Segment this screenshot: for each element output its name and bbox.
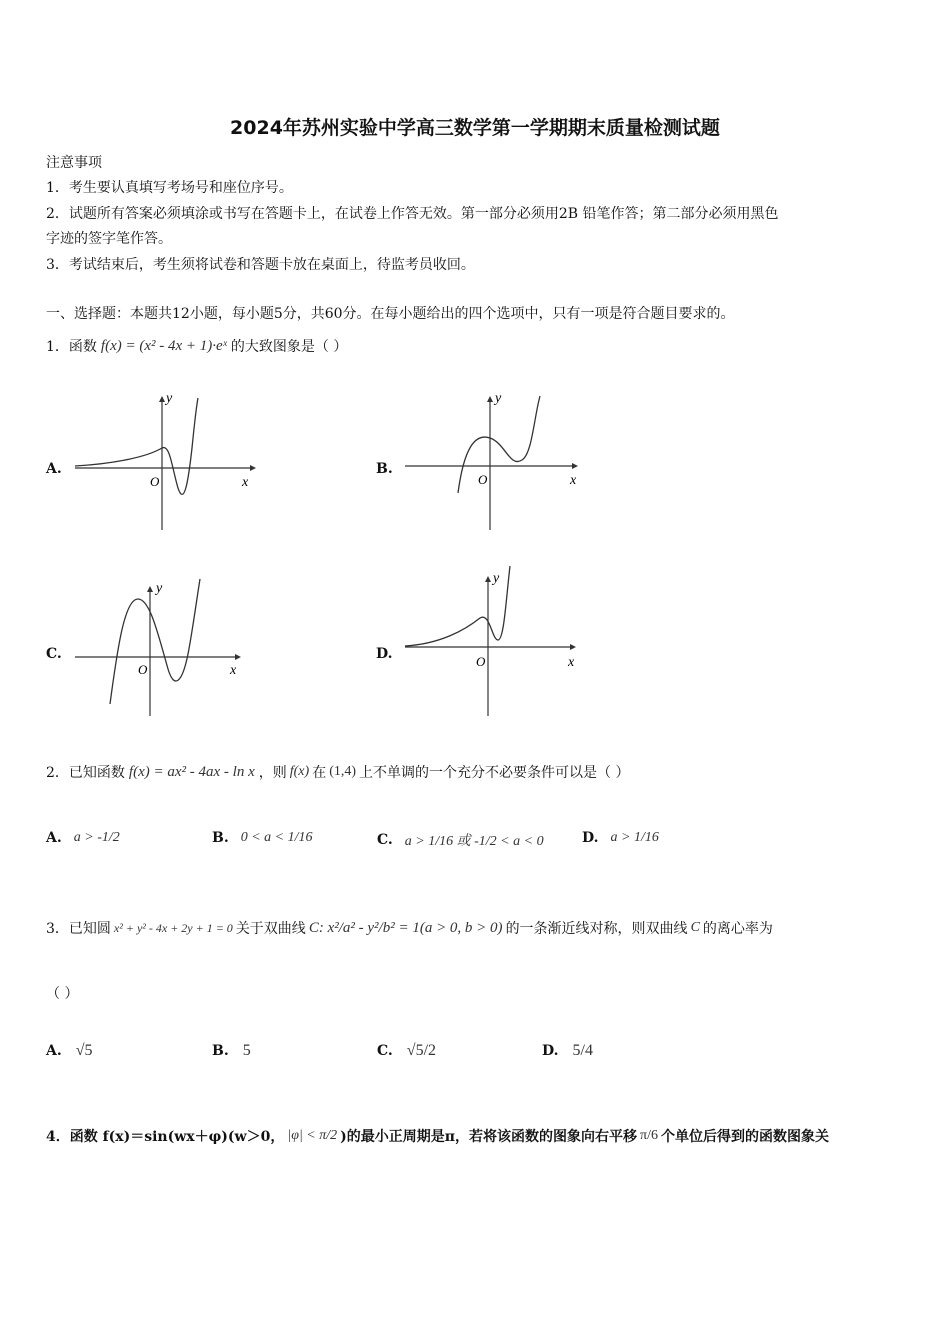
q1c-origin: O (138, 662, 148, 677)
q1-option-b-label[interactable]: B. (376, 461, 393, 477)
q4-abs-phi: |φ| < π/2 (287, 1128, 338, 1143)
q3-option-b-label: B. (212, 1043, 229, 1059)
q1c-x-label: x (230, 663, 237, 678)
q1-prefix: 1．函数 (46, 339, 97, 355)
q3-option-a[interactable] (46, 1042, 93, 1060)
q2-option-c-label: C. (377, 832, 393, 848)
q3-option-c-label: C. (377, 1043, 393, 1059)
q2-prefix: 2．已知函数 (46, 765, 125, 781)
q2-option-a-text: a > -1/2 (73, 830, 120, 845)
notice-item-3: 3．考试结束后，考生须将试卷和答题卡放在桌面上，待监考员收回。 (46, 257, 475, 273)
q3-option-b-text: 5 (242, 1042, 251, 1059)
q2-option-d-label: D. (582, 830, 599, 846)
question-4 (46, 1126, 829, 1146)
q3-option-d-text: 5/4 (572, 1042, 593, 1059)
q2-option-c-text: a > 1/16 或 -1/2 < a < 0 (404, 834, 544, 849)
q2-option-d[interactable] (582, 830, 659, 846)
q2-mid1: ，则 (258, 765, 287, 781)
q2-suffix: 上不单调的一个充分不必要条件可以是（ ） (359, 765, 630, 781)
q3-option-d-label: D. (542, 1043, 559, 1059)
q3-paren: （ ） (46, 986, 79, 1002)
q1d-origin: O (476, 654, 486, 669)
q3-option-a-text: √5 (75, 1042, 93, 1059)
q1-graph-c[interactable] (70, 574, 260, 719)
q2-option-a-label: A. (46, 830, 62, 846)
q1a-x-label: x (242, 475, 249, 490)
q1-option-c-label[interactable]: C. (46, 646, 62, 662)
question-3 (46, 918, 773, 938)
notice-item-2: 2．试题所有答案必须填涂或书写在答题卡上，在试卷上作答无效。第一部分必须用2B 铅笔作答；第二部分必须用黑色 (46, 206, 779, 222)
q2-interval: (1,4) (329, 764, 357, 779)
page-title: 2024年苏州实验中学高三数学第一学期期末质量检测试题 (230, 117, 720, 139)
q1d-x-label: x (568, 655, 575, 670)
q1-option-a-label[interactable]: A. (46, 461, 62, 477)
q1-option-d-label[interactable]: D. (376, 646, 393, 662)
q1b-y-label: y (495, 391, 502, 406)
q2-option-c[interactable] (377, 830, 544, 850)
q2-fx: f(x) (289, 764, 310, 779)
section-heading: 一、选择题：本题共12小题，每小题5分，共60分。在每小题给出的四个选项中，只有一项是符合题目要求的。 (46, 306, 735, 322)
q1-graph-b[interactable] (400, 388, 590, 533)
q3-mid2: 的一条渐近线对称，则双曲线 (505, 921, 688, 937)
q1c-y-label: y (156, 581, 163, 596)
q3-option-d[interactable] (542, 1042, 593, 1060)
q3-option-c-text: √5/2 (406, 1042, 437, 1059)
q1-graph-a[interactable] (70, 388, 260, 533)
q1-formula: f(x) = (x² - 4x + 1)·eˣ (100, 337, 227, 354)
q1d-y-label: y (493, 571, 500, 586)
q3-hyperbola: C: x²/a² - y²/b² = 1(a > 0, b > 0) (308, 919, 503, 936)
q3-c: C (690, 920, 700, 935)
q3-mid1: 关于双曲线 (235, 921, 306, 937)
notice-heading: 注意事项 (46, 155, 102, 171)
q1a-y-label: y (166, 391, 173, 406)
notice-item-2-cont: 字迹的签字笔作答。 (46, 231, 172, 247)
question-2 (46, 762, 629, 782)
q1-suffix: 的大致图象是（ ） (230, 339, 348, 355)
q3-option-b[interactable] (212, 1042, 251, 1060)
q1a-origin: O (150, 474, 160, 489)
q1-graph-d[interactable] (400, 560, 590, 720)
q2-mid2: 在 (312, 765, 327, 781)
q3-option-c[interactable] (377, 1042, 436, 1060)
q2-option-b-label: B. (212, 830, 229, 846)
q4-prefix: 4．函数 f(x)＝sin(wx＋φ)(w＞0， (46, 1129, 285, 1145)
q2-option-b-text: 0 < a < 1/16 (240, 830, 313, 845)
q1b-origin: O (478, 472, 488, 487)
q4-shift: π/6 (640, 1128, 658, 1143)
q4-suffix: 个单位后得到的函数图象关 (660, 1129, 829, 1145)
q2-option-a[interactable] (46, 830, 120, 846)
q3-option-a-label: A. (46, 1043, 62, 1059)
q4-mid: )的最小正周期是π，若将该函数的图象向右平移 (340, 1129, 638, 1145)
q2-option-b[interactable] (212, 830, 313, 846)
q3-circle: x² + y² - 4x + 2y + 1 = 0 (113, 920, 233, 935)
notice-item-1: 1．考生要认真填写考场号和座位序号。 (46, 180, 293, 196)
q3-prefix: 3．已知圆 (46, 921, 111, 937)
q3-suffix: 的离心率为 (702, 921, 773, 937)
q1b-x-label: x (570, 473, 577, 488)
q2-option-d-text: a > 1/16 (610, 830, 659, 845)
q2-formula: f(x) = ax² - 4ax - ln x (128, 763, 255, 780)
question-1 (46, 336, 347, 356)
